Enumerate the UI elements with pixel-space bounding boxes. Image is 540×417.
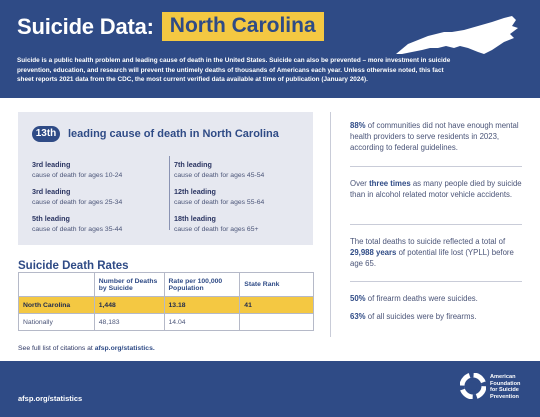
footer-link[interactable]: afsp.org/statistics bbox=[18, 394, 83, 403]
rank-label: 3rd leading bbox=[32, 187, 71, 196]
table-cell: North Carolina bbox=[19, 297, 95, 314]
fact-motor-vehicle bbox=[350, 178, 522, 200]
column-divider bbox=[330, 112, 331, 337]
fact-providers bbox=[350, 120, 522, 153]
table-header-cell: Number of Deaths by Suicide bbox=[94, 273, 164, 297]
org-name-line: Foundation bbox=[490, 380, 521, 387]
table-cell: 41 bbox=[240, 297, 314, 314]
rank-item bbox=[174, 214, 304, 233]
page-title bbox=[17, 12, 324, 41]
rank-item bbox=[32, 160, 162, 179]
fact-highlight: 50% bbox=[350, 294, 366, 303]
table-cell bbox=[240, 314, 314, 331]
rank-label: 7th leading bbox=[174, 160, 212, 169]
rank-item bbox=[174, 187, 304, 206]
table-cell: 1,448 bbox=[94, 297, 164, 314]
rank-sub: cause of death for ages 35-44 bbox=[32, 226, 123, 233]
citation-prefix: See full list of citations at bbox=[18, 345, 93, 352]
table-row bbox=[19, 297, 314, 314]
rank-item bbox=[174, 160, 304, 179]
rank-label: 3rd leading bbox=[32, 160, 71, 169]
leading-cause-card bbox=[18, 112, 313, 245]
rank-sub: cause of death for ages 45-54 bbox=[174, 172, 265, 179]
org-name-line: American bbox=[490, 374, 516, 380]
rank-item bbox=[32, 187, 162, 206]
rank-sub: cause of death for ages 25-34 bbox=[32, 199, 123, 206]
fact-ypll bbox=[350, 236, 522, 269]
fact-highlight: 29,988 years bbox=[350, 248, 397, 257]
table-cell: 13.18 bbox=[164, 297, 240, 314]
org-name bbox=[490, 374, 538, 400]
rank-label: 12th leading bbox=[174, 187, 216, 196]
rank-heading: leading cause of death in North Carolina bbox=[68, 128, 279, 140]
death-rates-table bbox=[18, 272, 314, 331]
rank-sub: cause of death for ages 10-24 bbox=[32, 172, 123, 179]
rank-item bbox=[32, 214, 162, 233]
fact-text: Over bbox=[350, 179, 370, 188]
table-header-cell: Rate per 100,000 Population bbox=[164, 273, 240, 297]
table-header-cell: State Rank bbox=[240, 273, 314, 297]
table-header-cell bbox=[19, 273, 95, 297]
citation-note bbox=[18, 345, 155, 352]
intro-text: Suicide is a public health problem and leading cause of death in the United States. Suicide can also be prevented – more investment in suicide prevention, education, and research will prevent the untimely deaths of thousands of Americans each year. Unless otherwise noted, this fact sheet reports 2021 data from the CDC, the most current verified data available at time of publication (January 2024). bbox=[17, 57, 451, 84]
org-name-line: for Suicide bbox=[490, 387, 519, 394]
fact-divider bbox=[350, 281, 522, 282]
rank-badge: 13th bbox=[32, 126, 60, 142]
table-cell: Nationally bbox=[19, 314, 95, 331]
rank-label: 5th leading bbox=[32, 214, 70, 223]
lifebuoy-logo-icon bbox=[460, 373, 486, 399]
citation-link[interactable]: afsp.org/statistics. bbox=[94, 345, 155, 352]
fact-divider bbox=[350, 166, 522, 167]
table-header-row bbox=[19, 273, 314, 297]
fact-text: The total deaths to suicide reflected a total of bbox=[350, 237, 506, 246]
card-divider bbox=[169, 156, 170, 230]
fact-highlight: 63% bbox=[350, 312, 366, 321]
north-carolina-map-icon bbox=[394, 14, 520, 56]
table-title: Suicide Death Rates bbox=[18, 260, 129, 272]
footer-banner bbox=[0, 361, 540, 417]
fact-text: of all suicides were by firearms. bbox=[365, 312, 477, 321]
org-name-line: Prevention bbox=[490, 393, 519, 400]
fact-text: of potential life lost (YPLL) before age 65. bbox=[350, 248, 514, 268]
rank-sub: cause of death for ages 65+ bbox=[174, 226, 259, 233]
table-row bbox=[19, 314, 314, 331]
table-cell: 48,183 bbox=[94, 314, 164, 331]
rank-sub: cause of death for ages 55-64 bbox=[174, 199, 265, 206]
title-main: Suicide Data: bbox=[17, 13, 154, 39]
fact-text: of communities did not have enough mental health providers to serve residents in 2023, according to federal guidelines. bbox=[350, 121, 519, 152]
fact-highlight: 88% bbox=[350, 121, 366, 130]
header-banner bbox=[0, 0, 540, 98]
fact-firearm-deaths bbox=[350, 293, 522, 304]
fact-divider bbox=[350, 224, 522, 225]
fact-text: as many people died by suicide than in alcohol related motor vehicle accidents. bbox=[350, 179, 522, 199]
fact-highlight: three times bbox=[369, 179, 411, 188]
fact-text: of firearm deaths were suicides. bbox=[365, 294, 478, 303]
fact-suicides-firearms bbox=[350, 311, 522, 322]
title-state: North Carolina bbox=[162, 12, 324, 41]
rank-label: 18th leading bbox=[174, 214, 216, 223]
table-cell: 14.04 bbox=[164, 314, 240, 331]
